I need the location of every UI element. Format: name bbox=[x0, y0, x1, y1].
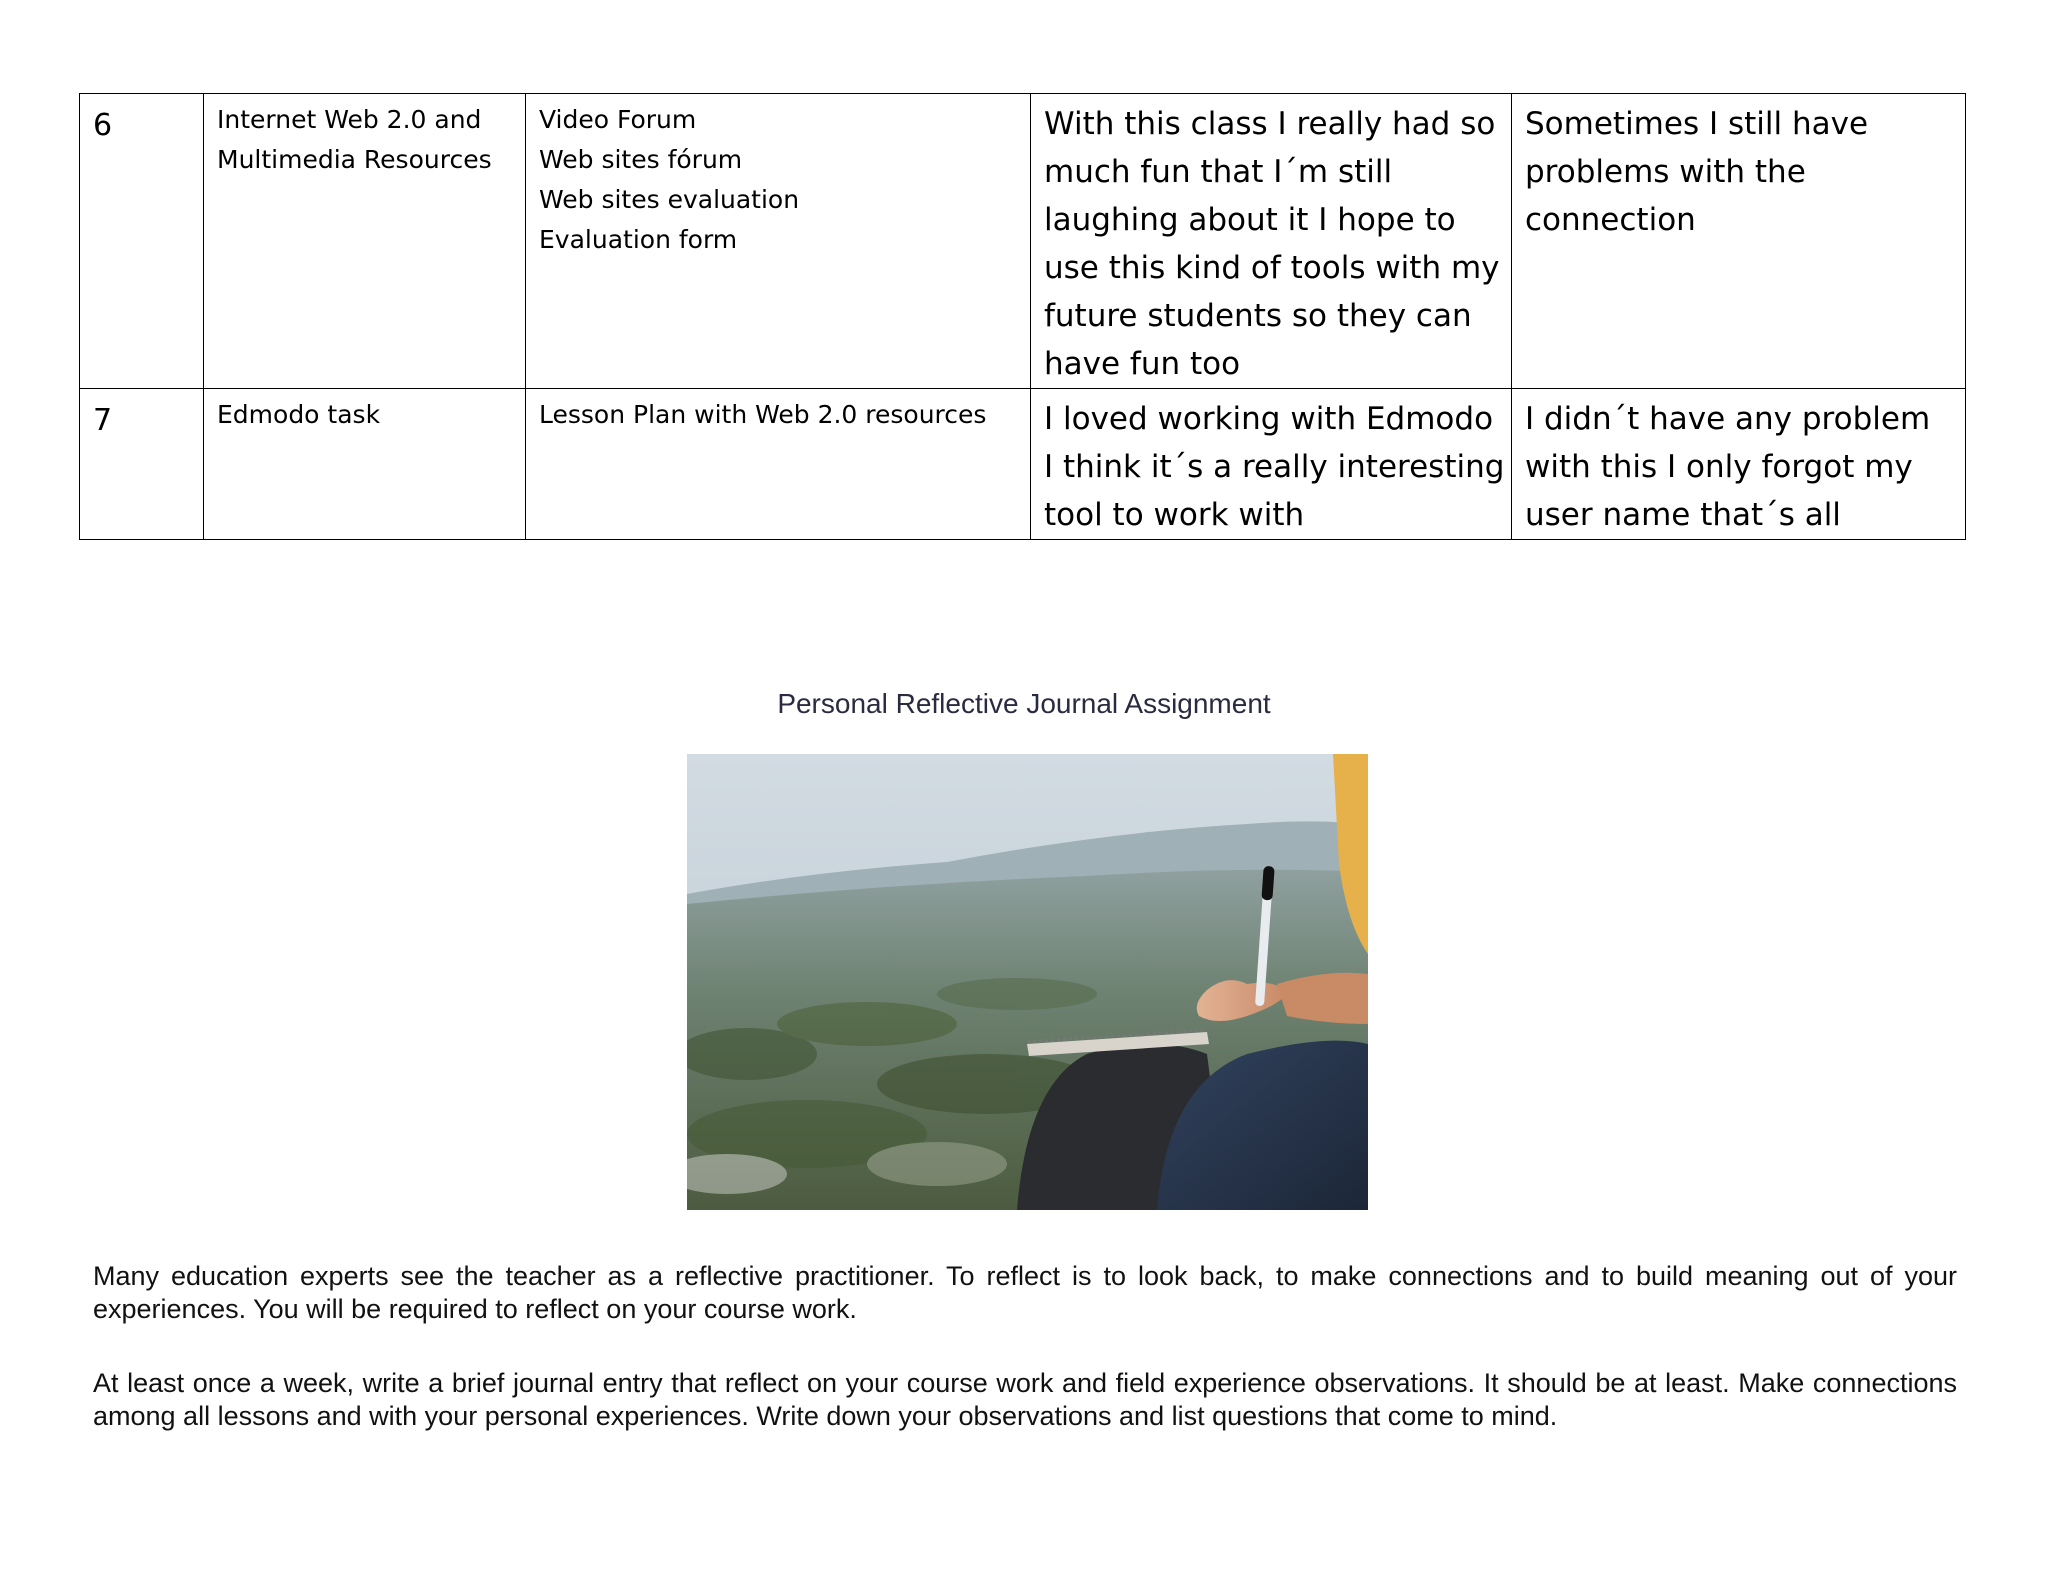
reflection-line: future students so they can bbox=[1044, 298, 1472, 334]
row-number-cell bbox=[80, 389, 204, 540]
row-number-cell bbox=[80, 94, 204, 389]
photo-illustration bbox=[687, 754, 1368, 1210]
topic-line: Multimedia Resources bbox=[217, 145, 492, 174]
reflection-cell bbox=[1031, 389, 1512, 540]
reflection-line: use this kind of tools with my bbox=[1044, 250, 1500, 286]
reflection-line: tool to work with bbox=[1044, 497, 1305, 533]
task-line: Web sites evaluation bbox=[539, 185, 800, 214]
task-line: Evaluation form bbox=[539, 225, 738, 254]
topic-line: Internet Web 2.0 and bbox=[217, 105, 482, 134]
assignment-title: Personal Reflective Journal Assignment bbox=[777, 688, 1271, 719]
problems-cell bbox=[1512, 94, 1966, 389]
problem-line: with this I only forgot my bbox=[1525, 449, 1913, 485]
row-number: 7 bbox=[93, 403, 113, 438]
row-number: 6 bbox=[93, 108, 113, 143]
topic-cell bbox=[204, 389, 526, 540]
reflection-line: With this class I really had so bbox=[1044, 106, 1496, 142]
problem-line: connection bbox=[1525, 202, 1696, 238]
tasks-cell bbox=[526, 94, 1031, 389]
task-line: Web sites fórum bbox=[539, 145, 743, 174]
problem-line: Sometimes I still have bbox=[1525, 106, 1869, 142]
reflection-line: I loved working with Edmodo bbox=[1044, 401, 1494, 437]
reflection-line: I think it´s a really interesting bbox=[1044, 449, 1505, 485]
table-row bbox=[80, 94, 1966, 389]
problem-line: problems with the bbox=[1525, 154, 1806, 190]
reflection-cell bbox=[1031, 94, 1512, 389]
problem-line: user name that´s all bbox=[1525, 497, 1841, 533]
reflection-line: have fun too bbox=[1044, 346, 1241, 382]
assignment-paragraph: Many education experts see the teacher as a reflective practitioner. To reflect is to look back, to make connections and to build meaning out of your experiences. You will be required to reflect on your course work. bbox=[93, 1261, 1957, 1324]
problem-line: I didn´t have any problem bbox=[1525, 401, 1931, 437]
topic-cell bbox=[204, 94, 526, 389]
reflection-line: much fun that I´m still bbox=[1044, 154, 1393, 190]
task-line: Video Forum bbox=[539, 105, 697, 134]
problems-cell bbox=[1512, 389, 1966, 540]
reflection-line: laughing about it I hope to bbox=[1044, 202, 1456, 238]
task-line: Lesson Plan with Web 2.0 resources bbox=[539, 400, 987, 429]
course-journal-table bbox=[79, 93, 1966, 540]
assignment-paragraph: At least once a week, write a brief journal entry that reflect on your course work and field experience observations. It should be at least. Make connections among all lessons and with your personal experiences. Write down your observations and list questions that come to mind. bbox=[93, 1368, 1957, 1431]
tasks-cell bbox=[526, 389, 1031, 540]
forearm bbox=[1277, 973, 1368, 1024]
table-row bbox=[80, 389, 1966, 540]
journal-writing-photo bbox=[687, 754, 1368, 1210]
topic-line: Edmodo task bbox=[217, 400, 381, 429]
